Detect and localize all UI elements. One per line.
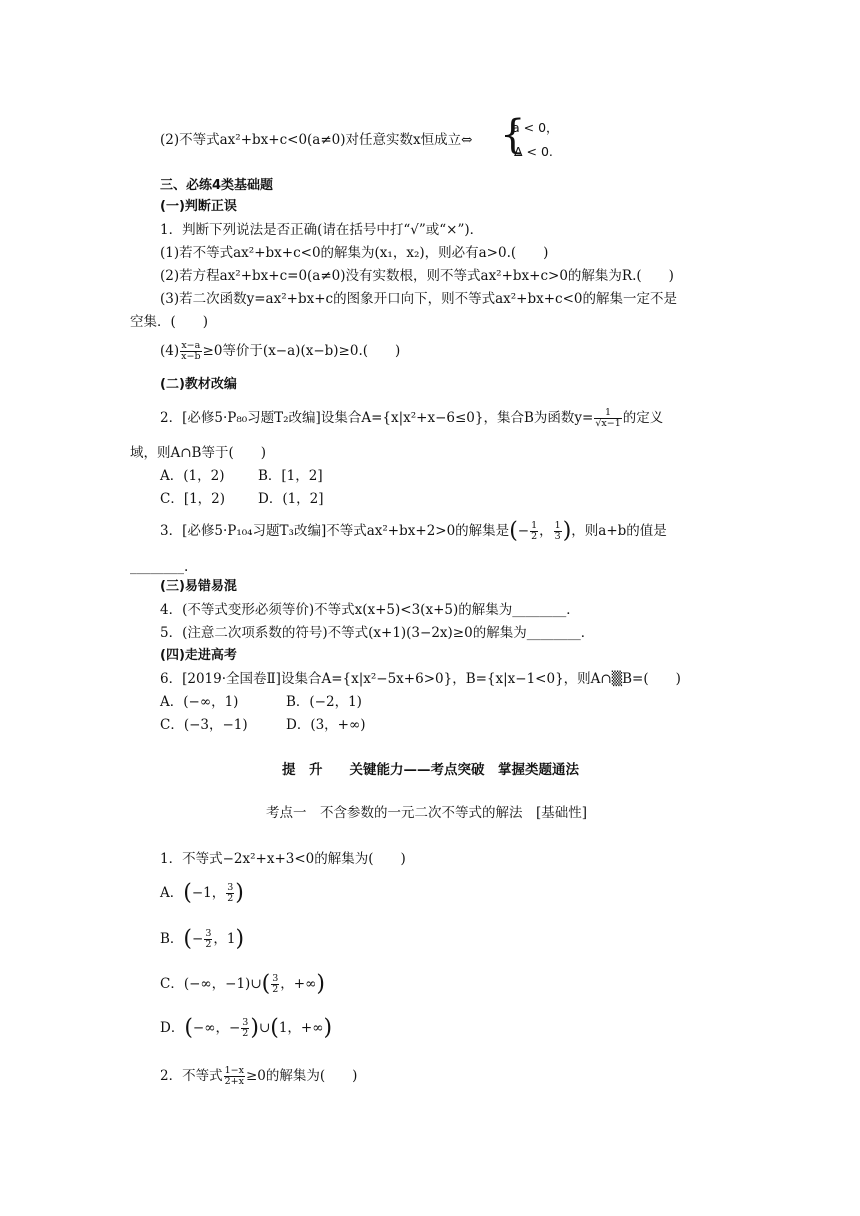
subheading-errors: (三)易错易混	[160, 579, 237, 594]
p1d-union: ∪	[258, 1020, 271, 1036]
p1d-left: −∞，−	[192, 1020, 241, 1036]
q2-option-a: A．(1，2)	[160, 468, 225, 484]
q3-comma: ，	[539, 523, 553, 539]
p1d-rparen2: )	[323, 1015, 333, 1041]
subheading-textbook: (二)教材改编	[160, 377, 237, 392]
section-heading: 三、必练4类基础题	[160, 178, 274, 193]
p1d-rparen1: )	[250, 1015, 259, 1041]
q3-d2: 3	[554, 531, 561, 542]
q3-n1: 1	[531, 520, 538, 531]
p1a-d: 2	[227, 893, 234, 904]
q2-prefix: 2．[必修5·P₈₀习题T₂改编]设集合A={x|x²+x−6≤0}，集合B为函数y=	[160, 410, 594, 426]
question-3	[160, 518, 667, 544]
q3-frac2	[554, 521, 562, 542]
q3-minus: −	[517, 523, 530, 539]
p1b-right: ，1	[213, 931, 236, 947]
question-1-3b: 空集．( )	[130, 314, 209, 330]
p1a-left: −1，	[191, 885, 226, 901]
p1c-lparen: (	[261, 971, 271, 997]
p1d-n: 3	[242, 1017, 249, 1028]
p1c-rparen: )	[316, 971, 325, 997]
question-1-1: (1)若不等式ax²+bx+c<0的解集为(x₁，x₂)，则必有a>0.( )	[160, 245, 549, 261]
q2-suffix: 的定义	[622, 410, 664, 426]
p1a-frac	[226, 883, 234, 904]
question-1-3a: (3)若二次函数y=ax²+bx+c的图象开口向下，则不等式ax²+bx+c<0的解集一定不是	[160, 291, 677, 307]
q2-den: √x−1	[595, 418, 621, 429]
p1b-lparen: (	[183, 926, 193, 952]
p2-prefix: 2．不等式	[160, 1068, 223, 1084]
question-1-4	[160, 341, 400, 362]
question-1-2: (2)若方程ax²+bx+c=0(a≠0)没有实数根，则不等式ax²+bx+c>0的解集为R.( )	[160, 268, 674, 284]
q14-suffix: ≥0等价于(x−a)(x−b)≥0.( )	[202, 343, 401, 359]
q6-option-b: B．(−2，1)	[286, 694, 362, 710]
p1b-frac	[204, 929, 212, 950]
condition-line	[160, 130, 472, 150]
question-4: 4．(不等式变形必须等价)不等式x(x+5)<3(x+5)的解集为________．	[160, 602, 580, 618]
p1b-d: 2	[205, 939, 212, 950]
kaodian-title: 考点一 不含参数的一元二次不等式的解法 [基础性]	[266, 805, 588, 821]
brace: {	[500, 112, 526, 158]
question-2b: 域，则A∩B等于( )	[130, 445, 267, 461]
p1-option-a	[160, 880, 244, 906]
p1d-frac	[241, 1018, 249, 1039]
p1c-frac	[271, 974, 279, 995]
p1d-lparen2: (	[270, 1015, 279, 1041]
p1c-d: 2	[272, 984, 279, 995]
upgrade-header: 提 升 关键能力——考点突破 掌握类题通法	[282, 762, 579, 778]
p2-num: 1−x	[224, 1065, 244, 1076]
p2-fraction	[224, 1066, 245, 1087]
question-2	[160, 408, 663, 429]
p1d-prefix: D．	[160, 1020, 185, 1036]
q3-suffix: ，则a+b的值是	[571, 523, 667, 539]
q14-den: x−b	[181, 351, 201, 362]
q3-prefix: 3．[必修5·P₁₀₄习题T₃改编]不等式ax²+bx+2>0的解集是	[160, 523, 510, 539]
q14-prefix: (4)	[160, 343, 180, 359]
q3-rparen: )	[562, 518, 572, 544]
p1a-lparen: (	[183, 880, 192, 906]
p1b-n: 3	[205, 928, 212, 939]
q3-d1: 2	[531, 531, 538, 542]
p1a-n: 3	[227, 882, 234, 893]
q3-lparen: (	[509, 518, 518, 544]
p2-den: 2+x	[224, 1076, 244, 1087]
q6-option-c: C．(−3，−1)	[160, 717, 248, 733]
question-6: 6．[2019·全国卷Ⅱ]设集合A={x|x²−5x+6>0}，B={x|x−1<0}，则A∩▒B=( )	[160, 671, 681, 687]
q14-fraction	[180, 341, 201, 362]
p1b-minus: −	[192, 931, 204, 947]
problem-1: 1．不等式−2x²+x+3<0的解集为( )	[160, 851, 406, 867]
question-5: 5．(注意二次项系数的符号)不等式(x+1)(3−2x)≥0的解集为________．	[160, 625, 595, 641]
q14-num: x−a	[181, 340, 201, 351]
p1a-prefix: A．	[160, 885, 184, 901]
condition-text: (2)不等式ax²+bx+c<0(a≠0)对任意实数x恒成立⇔	[160, 132, 473, 148]
q2-option-d: D．(1，2]	[258, 491, 324, 507]
question-1: 1．判断下列说法是否正确(请在括号中打“√”或“×”)．	[160, 222, 484, 238]
p1-option-b	[160, 926, 245, 952]
p1c-prefix: C．(−∞，−1)∪	[160, 976, 262, 992]
p1a-rparen: )	[235, 880, 244, 906]
condition-delta: Δ < 0.	[514, 144, 553, 159]
p1c-n: 3	[272, 973, 279, 984]
subheading-judge: (一)判断正误	[160, 199, 237, 214]
q2-option-c: C．[1，2)	[160, 491, 226, 507]
q3-blank: ________.	[130, 559, 189, 575]
condition-a: a < 0，	[512, 120, 559, 135]
q2-option-b: B．[1，2]	[258, 468, 323, 484]
q2-fraction	[594, 408, 621, 429]
q3-frac1	[530, 521, 538, 542]
q6-option-d: D．(3，+∞)	[286, 717, 366, 733]
p1d-right: 1，+∞	[278, 1020, 324, 1036]
p1b-prefix: B．	[160, 931, 184, 947]
p1d-d: 2	[242, 1028, 249, 1039]
p1d-lparen: (	[184, 1015, 193, 1041]
q3-n2: 1	[554, 520, 561, 531]
p1b-rparen: )	[235, 926, 245, 952]
q2-num: 1	[594, 408, 621, 419]
p1c-right: ，+∞	[280, 976, 317, 992]
p1-option-d	[160, 1015, 333, 1041]
problem-2	[160, 1066, 357, 1087]
subheading-gaokao: (四)走进高考	[160, 648, 237, 663]
q6-option-a: A．(−∞，1)	[160, 694, 239, 710]
p2-suffix: ≥0的解集为( )	[245, 1068, 358, 1084]
p1-option-c	[160, 971, 325, 997]
